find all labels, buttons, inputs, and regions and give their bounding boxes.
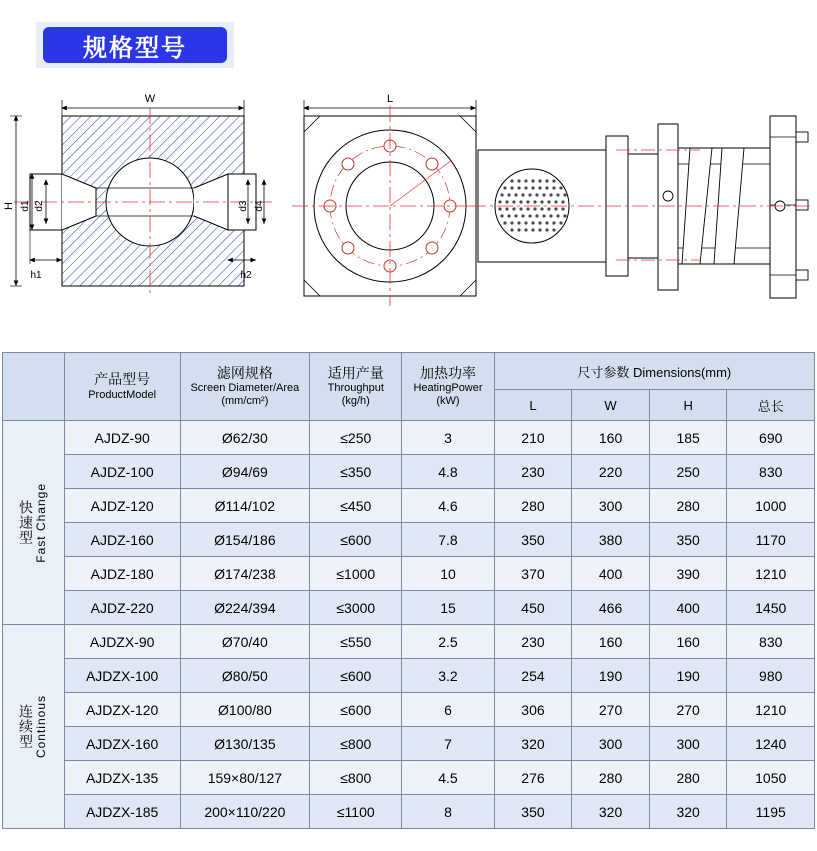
cell-model: AJDZX-90	[64, 625, 180, 659]
technical-drawing	[0, 88, 817, 338]
cell-throughput: ≤250	[310, 421, 402, 455]
group-label-fast-change	[3, 421, 65, 625]
header-group-col	[3, 353, 65, 421]
cell-screen: Ø154/186	[180, 523, 310, 557]
cell-model: AJDZX-185	[64, 795, 180, 829]
cell-total: 980	[727, 659, 815, 693]
cell-l: 450	[494, 591, 572, 625]
cell-screen: Ø80/50	[180, 659, 310, 693]
cell-model: AJDZ-90	[64, 421, 180, 455]
svg-text:d2: d2	[34, 200, 45, 212]
cell-throughput: ≤800	[310, 761, 402, 795]
cell-throughput: ≤1100	[310, 795, 402, 829]
cell-h: 390	[649, 557, 727, 591]
header-dim-h: H	[649, 390, 727, 421]
table-row	[3, 591, 815, 625]
cell-heating: 8	[402, 795, 494, 829]
cell-total: 830	[727, 625, 815, 659]
cell-total: 830	[727, 455, 815, 489]
cell-throughput: ≤550	[310, 625, 402, 659]
cell-model: AJDZ-180	[64, 557, 180, 591]
header-dim-l: L	[494, 390, 572, 421]
cell-throughput: ≤450	[310, 489, 402, 523]
header-screen-en: Screen Diameter/Area	[190, 382, 300, 395]
cell-throughput: ≤3000	[310, 591, 402, 625]
cell-w: 220	[572, 455, 650, 489]
cell-model: AJDZ-100	[64, 455, 180, 489]
cell-l: 254	[494, 659, 572, 693]
cell-heating: 4.8	[402, 455, 494, 489]
cell-screen: 200×110/220	[180, 795, 310, 829]
cell-screen: Ø62/30	[180, 421, 310, 455]
cell-heating: 3	[402, 421, 494, 455]
header-screen	[180, 353, 310, 421]
group-label-fast-change-cn: 快速型	[18, 500, 35, 545]
cell-h: 320	[649, 795, 727, 829]
cell-h: 250	[649, 455, 727, 489]
cell-heating: 4.5	[402, 761, 494, 795]
group-label-continous	[3, 625, 65, 829]
cell-heating: 3.2	[402, 659, 494, 693]
cell-screen: Ø100/80	[180, 693, 310, 727]
header-dimensions: 尺寸参数 Dimensions(mm)	[494, 353, 814, 390]
section-title-banner	[36, 22, 234, 68]
cell-w: 280	[572, 761, 650, 795]
cell-w: 320	[572, 795, 650, 829]
cell-h: 300	[649, 727, 727, 761]
table-row	[3, 761, 815, 795]
table-row	[3, 489, 815, 523]
cell-l: 276	[494, 761, 572, 795]
table-row	[3, 727, 815, 761]
header-product-model	[64, 353, 180, 421]
header-throughput	[310, 353, 402, 421]
cell-model: AJDZ-120	[64, 489, 180, 523]
cell-w: 300	[572, 727, 650, 761]
cell-l: 230	[494, 455, 572, 489]
cell-screen: Ø130/135	[180, 727, 310, 761]
cell-h: 160	[649, 625, 727, 659]
cell-model: AJDZX-135	[64, 761, 180, 795]
specification-table	[2, 352, 815, 829]
group-label-continous-cn: 连续型	[18, 704, 35, 749]
cell-model: AJDZX-120	[64, 693, 180, 727]
svg-text:d4: d4	[254, 200, 265, 212]
header-dim-total: 总长	[727, 390, 815, 421]
cell-l: 210	[494, 421, 572, 455]
cell-heating: 7.8	[402, 523, 494, 557]
table-row	[3, 659, 815, 693]
cell-total: 690	[727, 421, 815, 455]
cell-model: AJDZ-220	[64, 591, 180, 625]
cell-screen: Ø114/102	[180, 489, 310, 523]
svg-text:W: W	[144, 93, 156, 105]
cell-model: AJDZX-160	[64, 727, 180, 761]
cell-w: 466	[572, 591, 650, 625]
cell-w: 190	[572, 659, 650, 693]
header-screen-cn: 滤网规格	[216, 364, 273, 381]
header-heating-en: HeatingPower	[413, 382, 483, 395]
cell-w: 380	[572, 523, 650, 557]
svg-text:h2: h2	[240, 270, 252, 281]
table-row	[3, 421, 815, 455]
cell-heating: 10	[402, 557, 494, 591]
cell-w: 300	[572, 489, 650, 523]
header-heating-cn: 加热功率	[419, 364, 476, 381]
cell-screen: 159×80/127	[180, 761, 310, 795]
cell-heating: 4.6	[402, 489, 494, 523]
header-throughput-en: Throughput	[327, 382, 384, 395]
header-throughput-cn: 适用产量	[327, 364, 384, 381]
cell-h: 185	[649, 421, 727, 455]
cell-total: 1170	[727, 523, 815, 557]
table-head	[3, 353, 815, 421]
cell-l: 350	[494, 523, 572, 557]
table-row	[3, 523, 815, 557]
header-heating	[402, 353, 494, 421]
cell-h: 270	[649, 693, 727, 727]
cell-total: 1240	[727, 727, 815, 761]
cell-h: 190	[649, 659, 727, 693]
cell-w: 160	[572, 421, 650, 455]
cell-h: 350	[649, 523, 727, 557]
cell-screen: Ø70/40	[180, 625, 310, 659]
cell-l: 306	[494, 693, 572, 727]
header-dim-w: W	[572, 390, 650, 421]
cell-w: 400	[572, 557, 650, 591]
cell-l: 280	[494, 489, 572, 523]
cell-total: 1450	[727, 591, 815, 625]
cell-total: 1000	[727, 489, 815, 523]
cell-throughput: ≤1000	[310, 557, 402, 591]
svg-text:H: H	[3, 202, 15, 210]
cell-throughput: ≤600	[310, 523, 402, 557]
cell-l: 370	[494, 557, 572, 591]
cell-total: 1210	[727, 693, 815, 727]
cell-total: 1050	[727, 761, 815, 795]
cell-l: 320	[494, 727, 572, 761]
table-body	[3, 421, 815, 829]
header-product-model-en: ProductModel	[88, 388, 157, 401]
group-label-fast-change-en: Fast Change	[34, 482, 49, 563]
section-title-box	[43, 27, 227, 63]
svg-text:d3: d3	[238, 200, 249, 212]
svg-text:d1: d1	[20, 200, 31, 212]
header-throughput-unit: (kg/h)	[341, 395, 370, 408]
cell-heating: 2.5	[402, 625, 494, 659]
cell-w: 160	[572, 625, 650, 659]
cell-h: 400	[649, 591, 727, 625]
cell-throughput: ≤800	[310, 727, 402, 761]
cell-screen: Ø224/394	[180, 591, 310, 625]
cell-model: AJDZ-160	[64, 523, 180, 557]
cell-h: 280	[649, 489, 727, 523]
cell-throughput: ≤600	[310, 693, 402, 727]
page-title: 规格型号	[83, 34, 187, 62]
table-row	[3, 795, 815, 829]
cell-total: 1210	[727, 557, 815, 591]
cell-h: 280	[649, 761, 727, 795]
cell-screen: Ø94/69	[180, 455, 310, 489]
table-header-row-1	[3, 353, 815, 390]
table-row	[3, 625, 815, 659]
header-screen-unit: (mm/cm²)	[221, 395, 269, 408]
cell-screen: Ø174/238	[180, 557, 310, 591]
group-label-continous-en: Continous	[34, 694, 49, 759]
table-row	[3, 455, 815, 489]
cell-heating: 15	[402, 591, 494, 625]
table-row	[3, 557, 815, 591]
cell-l: 230	[494, 625, 572, 659]
cell-heating: 6	[402, 693, 494, 727]
header-product-model-cn: 产品型号	[94, 371, 151, 388]
cell-heating: 7	[402, 727, 494, 761]
cell-total: 1195	[727, 795, 815, 829]
cell-w: 270	[572, 693, 650, 727]
cell-l: 350	[494, 795, 572, 829]
header-heating-unit: (kW)	[436, 395, 460, 408]
cell-throughput: ≤350	[310, 455, 402, 489]
cell-model: AJDZX-100	[64, 659, 180, 693]
table-row	[3, 693, 815, 727]
cell-throughput: ≤600	[310, 659, 402, 693]
svg-text:h1: h1	[30, 270, 42, 281]
svg-text:L: L	[386, 93, 394, 105]
